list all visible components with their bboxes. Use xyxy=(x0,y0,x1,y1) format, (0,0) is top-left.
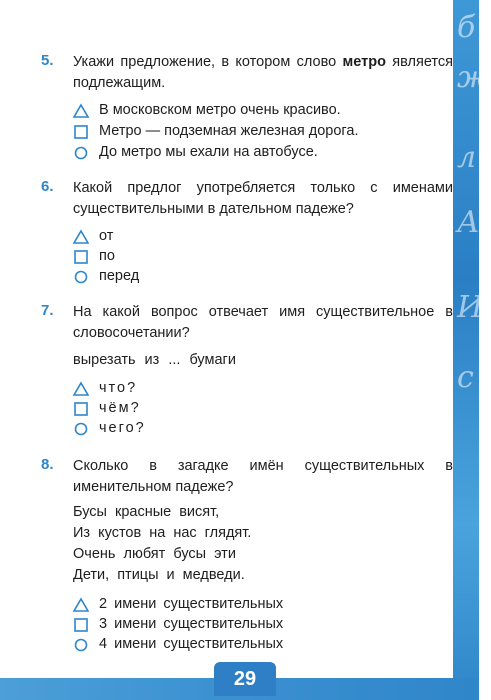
triangle-icon[interactable] xyxy=(73,229,89,245)
question-number: 5. xyxy=(41,52,54,69)
triangle-icon[interactable] xyxy=(73,381,89,397)
option-label: перед xyxy=(99,268,140,284)
option-label: чего? xyxy=(99,420,146,436)
circle-icon[interactable] xyxy=(73,637,89,653)
bold-keyword: метро xyxy=(342,54,386,70)
option-label: что? xyxy=(99,380,138,396)
decorative-side-band xyxy=(453,0,491,700)
square-icon[interactable] xyxy=(73,124,89,140)
option-label: 3 имени существительных xyxy=(99,616,284,632)
decorative-letter: б xyxy=(457,10,476,45)
question-text: Сколько в загадке имён существительных в именительном падеже? xyxy=(73,458,453,495)
decorative-letter: ж xyxy=(457,60,491,95)
option-label: В московском метро очень красиво. xyxy=(99,102,341,118)
question-text xyxy=(73,52,453,94)
answer-option[interactable] xyxy=(73,121,359,142)
square-icon[interactable] xyxy=(73,249,89,265)
question-number: 8. xyxy=(41,456,54,473)
answer-option[interactable] xyxy=(73,226,113,247)
circle-icon[interactable] xyxy=(73,269,89,285)
riddle-line: Из кустов на нас глядят. xyxy=(73,525,252,541)
question-text: Какой предлог употребляется только с именами существительными в дательном падеже? xyxy=(73,180,453,217)
answer-option[interactable] xyxy=(73,634,283,655)
answer-option[interactable] xyxy=(73,594,283,615)
riddle-line: Дети, птицы и медведи. xyxy=(73,567,245,583)
answer-option[interactable] xyxy=(73,398,141,419)
option-label: по xyxy=(99,248,115,264)
question-text-part: Укажи предложение, в котором слово xyxy=(73,54,343,70)
option-label: 2 имени существительных xyxy=(99,596,284,612)
answer-option[interactable] xyxy=(73,142,318,163)
phrase-example: вырезать из ... бумаги xyxy=(73,352,236,368)
circle-icon[interactable] xyxy=(73,145,89,161)
option-label: 4 имени существительных xyxy=(99,636,284,652)
riddle-line: Бусы красные висят, xyxy=(73,504,220,520)
option-label: чём? xyxy=(99,400,141,416)
square-icon[interactable] xyxy=(73,401,89,417)
decorative-letter: А xyxy=(457,205,480,240)
question-text-part: является подлежащим. xyxy=(73,54,453,91)
triangle-icon[interactable] xyxy=(73,597,89,613)
answer-option[interactable] xyxy=(73,266,139,287)
answer-option[interactable] xyxy=(73,378,137,399)
answer-option[interactable] xyxy=(73,418,146,439)
riddle-line: Очень любят бусы эти xyxy=(73,546,236,562)
question-number: 6. xyxy=(41,178,54,195)
triangle-icon[interactable] xyxy=(73,103,89,119)
decorative-letter: с xyxy=(457,360,474,395)
decorative-letter: И xyxy=(457,290,484,325)
option-label: Метро — подземная железная дорога. xyxy=(99,123,359,139)
question-text: На какой вопрос отвечает имя существительное в словосочетании? xyxy=(73,304,453,341)
page-number: 29 xyxy=(214,662,276,696)
decorative-letter: л xyxy=(457,140,477,175)
square-icon[interactable] xyxy=(73,617,89,633)
answer-option[interactable] xyxy=(73,100,341,121)
option-label: от xyxy=(99,228,114,244)
option-label: До метро мы ехали на автобусе. xyxy=(99,144,318,160)
answer-option[interactable] xyxy=(73,614,283,635)
circle-icon[interactable] xyxy=(73,421,89,437)
answer-option[interactable] xyxy=(73,246,115,267)
question-number: 7. xyxy=(41,302,54,319)
